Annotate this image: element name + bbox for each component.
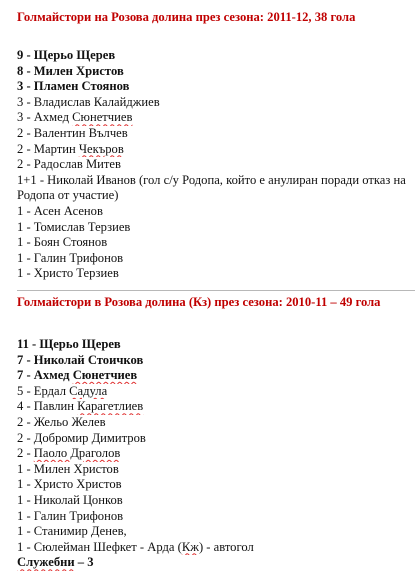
section-heading-2011-12: Голмайстори на Розова долина през сезона: 2011-12, 38 гола (17, 10, 356, 24)
scorer-text: 2 - Жельо Желев (17, 414, 106, 429)
scorer-text: 4 - Павлин (17, 399, 78, 414)
spellcheck-word: Кж (181, 539, 199, 554)
scorer-text: 1 - Асен Асенов (17, 203, 103, 218)
scorer-row (17, 157, 415, 173)
scorer-text: 1 - Томислав Терзиев (17, 219, 131, 234)
scorer-row (17, 431, 415, 447)
scorer-row (17, 337, 415, 353)
scorer-row (17, 126, 415, 142)
scorer-text: 1 - Галин Трифонов (17, 250, 124, 265)
spellcheck-word: Служебни (17, 555, 75, 570)
scorer-row (17, 64, 415, 80)
scorer-text: 1 - Боян Стоянов (17, 235, 108, 250)
scorer-text: 8 - Милен Христов (17, 63, 124, 78)
section-heading-2010-11: Голмайстори в Розова долина (Кз) през сезона: 2010-11 – 49 гола (17, 295, 381, 309)
scorer-text: 9 - Щерьо Щерев (17, 48, 116, 62)
scorer-text: ) - автогол (198, 539, 254, 554)
scorer-text: 11 - Щерьо Щерев (17, 337, 121, 351)
scorer-text: 1 - Сюлейман Шефкет - Арда ( (17, 539, 182, 554)
scorer-text: 2 - Добромир Димитров (17, 430, 146, 445)
scorer-row (17, 173, 415, 204)
scorers-list-2010-11 (17, 337, 415, 571)
scorer-text: 1+1 - Николай Иванов (гол с/у Родопа, който е анулиран поради отказ на Родопа от участие) (17, 172, 406, 203)
scorer-row (17, 220, 415, 236)
scorer-row (17, 353, 415, 369)
scorer-row (17, 477, 415, 493)
scorer-row (17, 251, 415, 267)
spellcheck-word: Карагетлиев (77, 399, 144, 414)
scorer-text: 1 - Христо Терзиев (17, 266, 119, 281)
spellcheck-word: Паоло Драголов (33, 446, 121, 461)
spellcheck-word: Садула (69, 383, 108, 398)
scorer-row (17, 95, 415, 111)
scorer-text: 7 - Ахмед (17, 368, 73, 383)
spellcheck-word: Сюнетчиев (72, 110, 133, 125)
scorer-text: 2 - Мартин (17, 141, 79, 156)
scorer-text: 2 - (17, 446, 34, 461)
scorer-row (17, 142, 415, 158)
scorer-row (17, 384, 415, 400)
scorer-row (17, 48, 415, 64)
scorer-text: 1 - Николай Цонков (17, 492, 123, 507)
scorer-row (17, 368, 415, 384)
scorer-text: 3 - Владислав Калайджиев (17, 94, 160, 109)
scorer-text: 2 - Радослав Митев (17, 157, 121, 172)
scorer-text: 1 - Милен Христов (17, 461, 119, 476)
scorer-row (17, 493, 415, 509)
scorer-text: 3 - Пламен Стоянов (17, 79, 130, 94)
scorer-row (17, 399, 415, 415)
scorer-row (17, 555, 415, 571)
scorer-row (17, 540, 415, 556)
scorer-text: 1 - Галин Трифонов (17, 508, 124, 523)
scorer-text: 7 - Николай Стоичков (17, 352, 144, 367)
scorer-text: 3 - Ахмед (17, 110, 73, 125)
scorer-row (17, 79, 415, 95)
scorer-row (17, 446, 415, 462)
scorers-list-2011-12 (17, 48, 415, 282)
scorer-text: 1 - Станимир Денев, (17, 524, 127, 539)
scorer-row (17, 462, 415, 478)
scorer-row (17, 235, 415, 251)
scorer-text: 1 - Христо Христов (17, 477, 122, 492)
scorer-row (17, 415, 415, 431)
scorer-row (17, 509, 415, 525)
scorer-text: – 3 (74, 555, 94, 570)
section-divider (17, 290, 415, 291)
scorer-row (17, 204, 415, 220)
scorer-row (17, 110, 415, 126)
spellcheck-word: Сюнетчиев (72, 368, 138, 383)
scorer-row (17, 266, 415, 282)
scorer-text: 5 - Ердал (17, 383, 70, 398)
scorer-row (17, 524, 415, 540)
scorer-text: 2 - Валентин Вълчев (17, 125, 128, 140)
spellcheck-word: Чекъров (78, 141, 124, 156)
